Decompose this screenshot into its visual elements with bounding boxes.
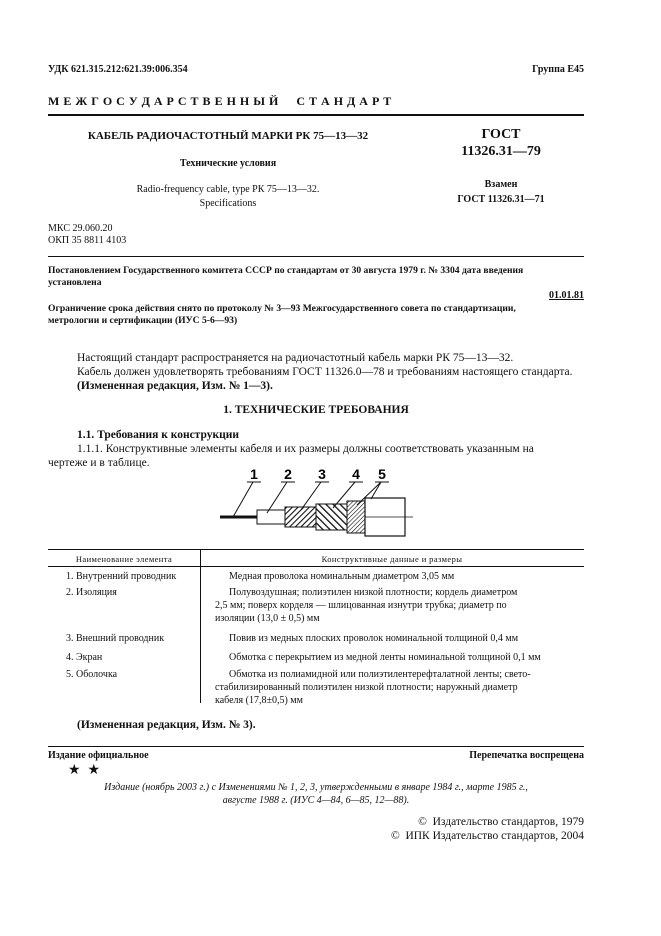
reprint-notice: Перепечатка воспрещена: [469, 750, 584, 761]
table-row-name: 3. Внешний проводник: [66, 633, 165, 644]
decree-line-2: установлена: [48, 277, 102, 288]
limitation-line: Ограничение срока действия снято по протоколу № 3—93 Межгосударственного совета по стандартизации,: [48, 303, 516, 314]
figure-label-4: 4: [352, 466, 360, 482]
footer-rule: [48, 746, 584, 747]
gost-number: 11326.31—79: [461, 144, 541, 159]
replaces-number: ГОСТ 11326.31—71: [457, 194, 545, 205]
table-row-data: Повив из медных плоских проволок номинальной толщиной 0,4 мм: [229, 633, 519, 644]
gost-label: ГОСТ: [481, 127, 521, 142]
figure-label-2: 2: [284, 466, 292, 482]
replaces-label: Взамен: [484, 179, 518, 190]
english-title: Radio-frequency cable, type РК 75—13—32.: [136, 184, 320, 195]
table-header-rule: [48, 566, 584, 567]
stars-mark: ★ ★: [68, 763, 101, 778]
intro-paragraph-2: Кабель должен удовлетворять требованиям ГОСТ 11326.0—78 и требованиям настоящего стандарта.: [77, 366, 573, 378]
table-row-data: 2,5 мм; поверх корделя — шлицованная изнутри трубка; диаметр по: [215, 600, 507, 611]
english-subtitle: Specifications: [199, 198, 257, 209]
codes-rule: [48, 256, 584, 257]
figure-label-1: 1: [250, 466, 258, 482]
table-row-data: Обмотка из полиамидной или полиэтилентерефталатной ленты; свето-: [229, 669, 531, 680]
copyright-1979: © Издательство стандартов, 1979: [418, 816, 584, 828]
table-row-data: Полувоздушная; полиэтилен низкой плотности; кордель диаметром: [229, 587, 518, 598]
table-row-data: Медная проволока номинальным диаметром 3,05 мм: [229, 571, 455, 582]
cable-drawing: [215, 465, 415, 540]
sheath-tape-shape: [347, 501, 367, 533]
intro-change-note: (Измененная редакция, Изм. № 1—3).: [77, 380, 273, 392]
table-row-name: 5. Оболочка: [66, 669, 118, 680]
section-title: 1. ТЕХНИЧЕСКИЕ ТРЕБОВАНИЯ: [223, 404, 409, 416]
table-row-data: кабеля (17,8±0,5) мм: [215, 695, 303, 706]
table-row-data: изоляции (13,0 ± 0,5) мм: [215, 613, 320, 624]
figure-label-3: 3: [318, 466, 326, 482]
table-row-data: стабилизированный полиэтилен низкой плотности; наружный диаметр: [215, 682, 518, 693]
introduction-date: 01.01.81: [549, 290, 584, 301]
table-row-name: 1. Внутренний проводник: [66, 571, 177, 582]
subsection-title: 1.1. Требования к конструкции: [77, 429, 239, 441]
table-row-name: 2. Изоляция: [66, 587, 117, 598]
group-code: Группа Е45: [532, 64, 584, 75]
insulation-shape: [257, 510, 287, 524]
document-title: КАБЕЛЬ РАДИОЧАСТОТНЫЙ МАРКИ РК 75—13—32: [87, 130, 369, 142]
standard-banner: М Е Ж Г О С У Д А Р С Т В Е Н Н Ы Й С Т А Н Д А Р Т: [48, 94, 392, 108]
intro-paragraph: Настоящий стандарт распространяется на радиочастотный кабель марки РК 75—13—32.: [77, 352, 514, 364]
screen-shape: [316, 504, 349, 530]
decree-line: Постановлением Государственного комитета СССР по стандартам от 30 августа 1979 г. № 3304 дата введения: [48, 265, 524, 276]
copyright-2004: © ИПК Издательство стандартов, 2004: [390, 830, 584, 842]
header-rule: [48, 114, 584, 116]
document-subtitle: Технические условия: [179, 158, 277, 169]
official-edition: Издание официальное: [48, 750, 149, 761]
edition-note-2: августе 1988 г. (ИУС 4—84, 6—85, 12—88).: [222, 795, 410, 806]
table-row-name: 4. Экран: [66, 652, 103, 663]
change-note: (Измененная редакция, Изм. № 3).: [77, 719, 256, 731]
figure-label-5: 5: [378, 466, 386, 482]
okp-code: ОКП 35 8811 4103: [48, 235, 127, 246]
section-paragraph-2: чертеже и в таблице.: [48, 457, 150, 469]
limitation-line-2: метрологии и сертификации (ИУС 5-6—93): [48, 315, 238, 326]
mks-code: МКС 29.060.20: [48, 223, 113, 234]
section-paragraph: 1.1.1. Конструктивные элементы кабеля и их размеры должны соответствовать указанным на: [77, 443, 534, 455]
table-column-divider: [200, 549, 201, 703]
udk-code: УДК 621.315.212:621.39:006.354: [48, 64, 188, 75]
table-row-data: Обмотка с перекрытием из медной ленты номинальной толщиной 0,1 мм: [229, 652, 541, 663]
edition-note: Издание (ноябрь 2003 г.) с Изменениями № 1, 2, 3, утвержденными в январе 1984 г., марте 1985 г.,: [104, 782, 528, 793]
table-header-data: Конструктивные данные и размеры: [321, 554, 463, 564]
table-top-rule: [48, 549, 584, 550]
table-header-name: Наименование элемента: [75, 554, 173, 564]
